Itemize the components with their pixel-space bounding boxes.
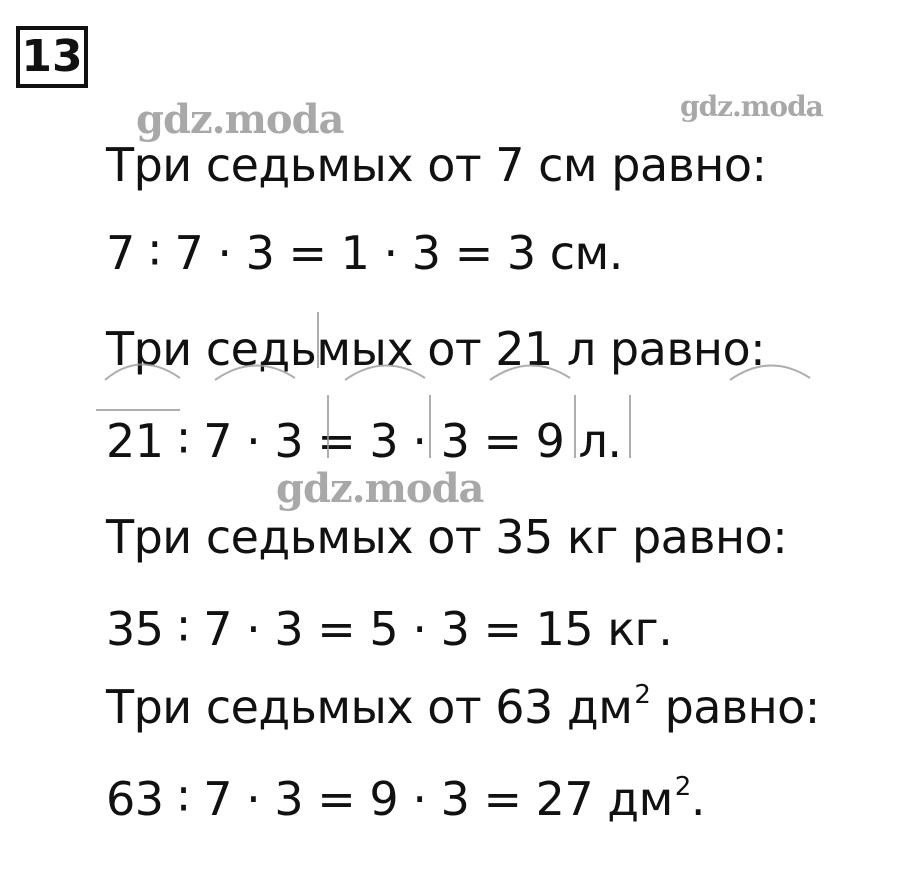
solution-line: 35 ∶ 7 · 3 = 5 · 3 = 15 кг. (106, 602, 673, 656)
solution-line: Три седьмых от 21 л равно: (106, 322, 766, 376)
line-text: 63 ∶ 7 · 3 = 9 · 3 = 27 дм (106, 772, 673, 826)
task-number-box (16, 26, 88, 88)
watermark: gdz.moda (276, 465, 484, 512)
watermark: gdz.moda (680, 90, 823, 123)
solution-line (106, 772, 705, 826)
solution-line: 21 ∶ 7 · 3 = 3 · 3 = 9 л. (106, 414, 622, 468)
watermark: gdz.moda (136, 96, 344, 143)
solution-line: Три седьмых от 7 см равно: (106, 138, 767, 192)
superscript: 2 (634, 680, 651, 710)
line-text: Три седьмых от 63 дм (106, 680, 633, 734)
line-text: равно: (650, 680, 820, 734)
superscript: 2 (674, 772, 691, 802)
solution-line: 7 ∶ 7 · 3 = 1 · 3 = 3 см. (106, 226, 623, 280)
solution-line (106, 680, 820, 734)
task-number: 13 (21, 31, 83, 82)
solution-line: Три седьмых от 35 кг равно: (106, 510, 788, 564)
line-text: . (690, 772, 705, 826)
